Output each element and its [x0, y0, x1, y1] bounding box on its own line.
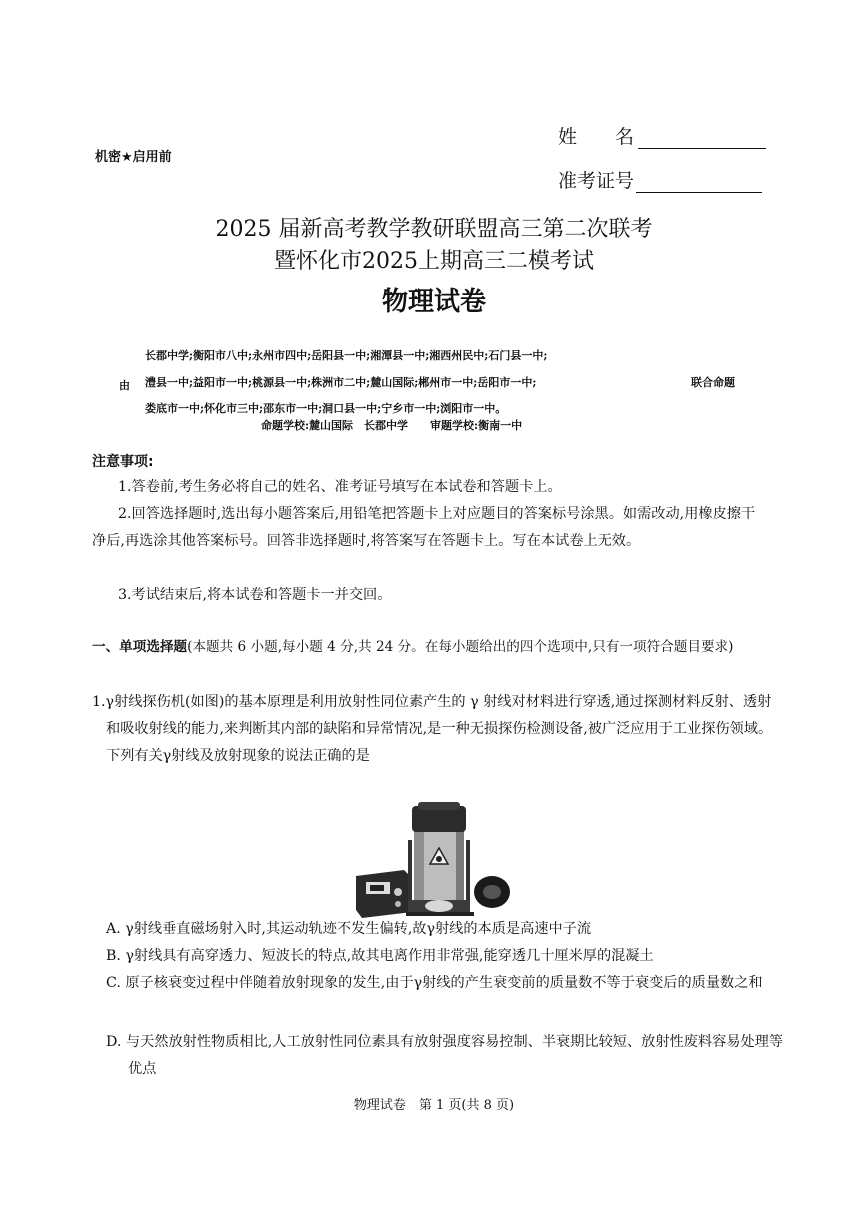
subject-title: 物理试卷 — [381, 287, 486, 317]
exam-number-field — [558, 166, 762, 193]
gamma-ray-flaw-detector-image — [352, 800, 512, 920]
exam-title-line1: 2025 届新高考教学教研联盟高三第二次联考 — [215, 217, 653, 242]
option-c: C. 原子核衰变过程中伴随着放射现象的发生,由于γ射线的产生衰变前的质量数不等于衰变后的质量数之和 — [106, 975, 763, 991]
organizer-prefix: 由 — [119, 379, 130, 392]
notice-item-1: 1.答卷前,考生务必将自己的姓名、准考证号填写在本试卷和答题卡上。 — [118, 479, 562, 495]
option-b: B. γ射线具有高穿透力、短波长的特点,故其电离作用非常强,能穿透几十厘米厚的混凝土 — [106, 948, 654, 964]
section1-header — [92, 634, 764, 660]
exam-title-line2: 暨怀化市2025上期高三二模考试 — [274, 249, 594, 274]
school-list-line3: 娄底市一中;怀化市三中;邵东市一中;洞口县一中;宁乡市一中;浏阳市一中。 — [145, 402, 507, 415]
section1-description: (本题共 6 小题,每小题 4 分,共 24 分。在每小题给出的四个选项中,只有一项符合题目要求) — [187, 639, 734, 655]
confidential-mark: 机密★启用前 — [95, 150, 172, 165]
page-footer: 物理试卷 第 1 页(共 8 页) — [353, 1098, 515, 1113]
exam-number-label: 准考证号 — [558, 170, 635, 192]
notice-item-2: 2.回答选择题时,选出每小题答案后,用铅笔把答题卡上对应题目的答案标号涂黑。如需改动,用橡皮擦干净后,再选涂其他答案标号。回答非选择题时,将答案写在答题卡上。写在本试卷上无效。 — [92, 506, 756, 549]
section1-heading: 一、单项选择题 — [92, 639, 188, 655]
exam-number-blank[interactable] — [636, 174, 762, 193]
name-blank[interactable] — [638, 130, 766, 149]
school-list-line2: 澧县一中;益阳市一中;桃源县一中;株洲市二中;麓山国际;郴州市一中;岳阳市一中; — [145, 376, 537, 389]
notice-item-3: 3.考试结束后,将本试卷和答题卡一并交回。 — [118, 587, 392, 603]
setter-schools: 命题学校:麓山国际 长郡中学 审题学校:衡南一中 — [261, 419, 523, 432]
school-list-line1: 长郡中学;衡阳市八中;永州市四中;岳阳县一中;湘潭县一中;湘西州民中;石门县一中; — [145, 349, 548, 362]
notice-title: 注意事项: — [92, 454, 154, 470]
joint-setting-label: 联合命题 — [691, 376, 735, 389]
question1-stem: 1.γ射线探伤机(如图)的基本原理是利用放射性同位素产生的 γ 射线对材料进行穿透,通过探测材料反射、透射和吸收射线的能力,来判断其内部的缺陷和异常情况,是一种无损探伤检测设备,被广泛应用于工业探伤领域。下列有关γ射线及放射现象的说法正确的是 — [92, 694, 773, 764]
name-label: 姓 名 — [558, 126, 635, 148]
option-d: D. 与天然放射性物质相比,人工放射性同位素具有放射强度容易控制、半衰期比较短、放射性废料容易处理等优点 — [106, 1034, 784, 1077]
option-a: A. γ射线垂直磁场射入时,其运动轨迹不发生偏转,故γ射线的本质是高速中子流 — [106, 921, 592, 937]
name-field — [558, 122, 766, 149]
